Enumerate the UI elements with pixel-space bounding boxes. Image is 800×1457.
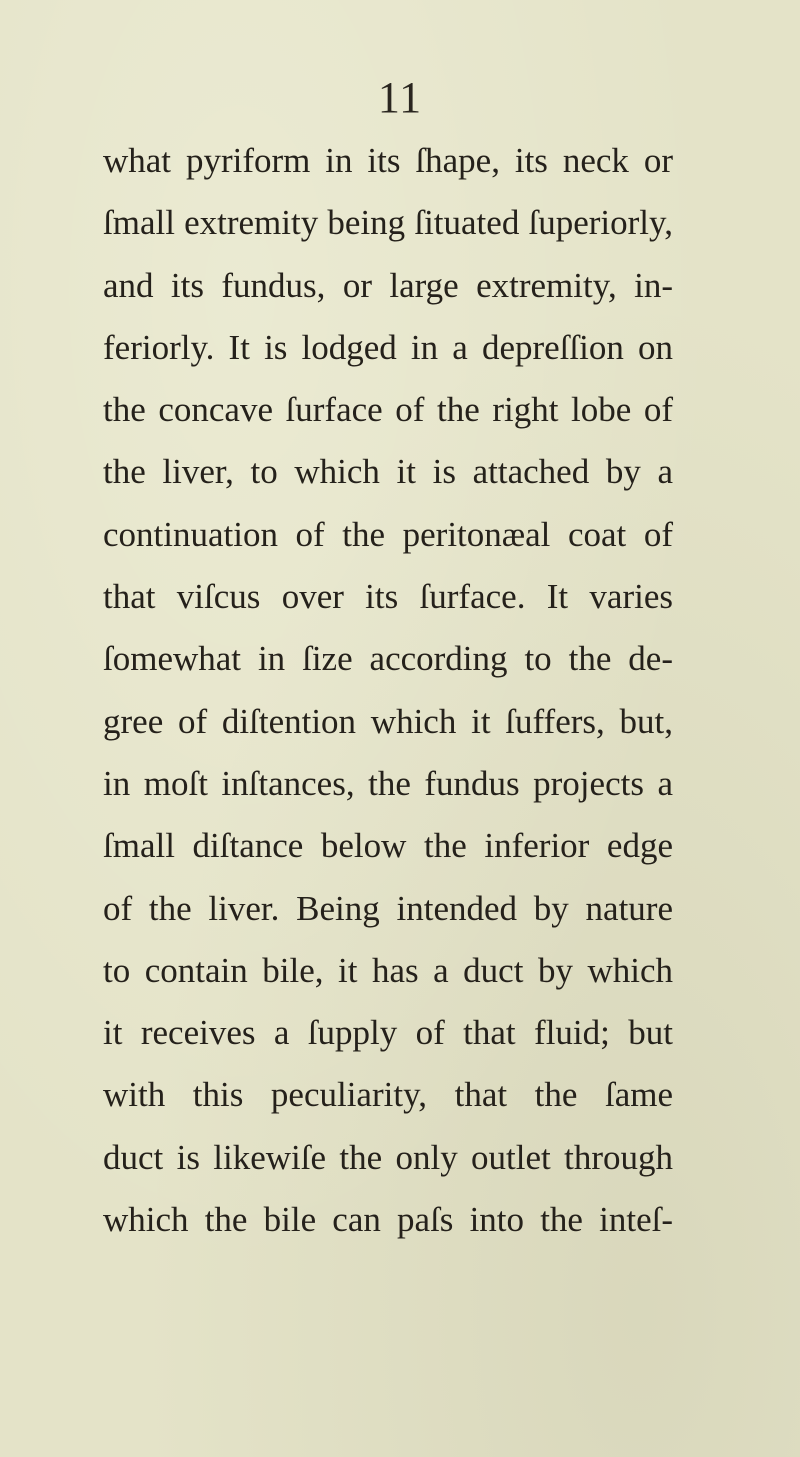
- text-line: the concave ſurface of the right lobe of: [103, 390, 673, 430]
- text-line: what pyriform in its ſhape, its neck or: [103, 141, 673, 180]
- text-line: of the liver. Being intended by nature: [103, 888, 673, 928]
- text-line: with this peculiarity, that the ſame: [103, 1075, 673, 1115]
- text-line: and its fundus, or large extremity, in-: [103, 265, 673, 305]
- text-line: in moſt inſtances, the fundus projects a: [103, 763, 673, 803]
- text-line: ſmall diſtance below the inferior edge: [103, 826, 673, 866]
- body-text: [103, 130, 673, 1251]
- text-line: continuation of the peritonæal coat of: [103, 514, 673, 554]
- text-line: duct is likewiſe the only outlet through: [103, 1137, 673, 1177]
- text-line: that viſcus over its ſurface. It varies: [103, 577, 673, 617]
- text-line: the liver, to which it is attached by a: [103, 452, 673, 492]
- text-line: to contain bile, it has a duct by which: [103, 950, 673, 990]
- text-line: it receives a ſupply of that fluid; but: [103, 1013, 673, 1053]
- text-line: ſomewhat in ſize according to the de-: [103, 639, 673, 679]
- page-number: 11: [377, 73, 423, 122]
- text-line: feriorly. It is lodged in a depreſſion on: [103, 327, 673, 367]
- text-line: gree of diſtention which it ſuffers, but,: [103, 701, 673, 741]
- text-line: which the bile can paſs into the inteſ-: [103, 1200, 673, 1240]
- text-line: ſmall extremity being ſituated ſuperiorly,: [103, 203, 673, 243]
